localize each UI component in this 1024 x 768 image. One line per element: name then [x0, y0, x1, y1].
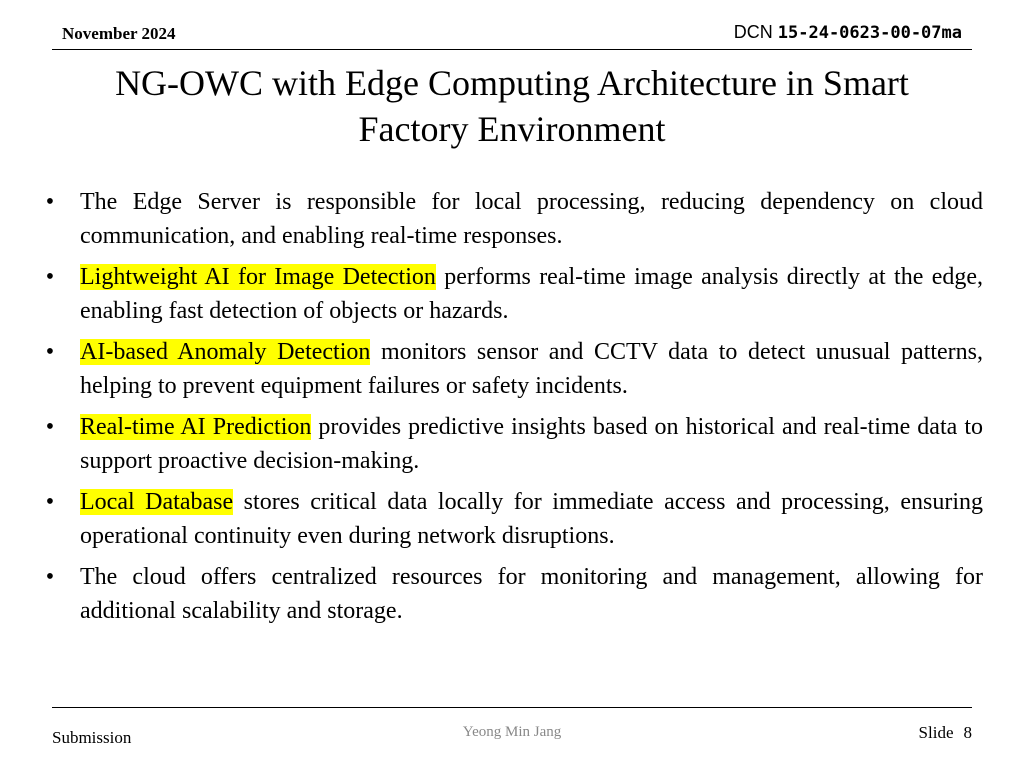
bullet-text: monitors sensor and CCTV data to detect unusual patterns, helping to prevent equipment failures or safety incidents. [80, 339, 984, 399]
footer-author: Yeong Min Jang [462, 724, 562, 740]
bullet-text: stores critical data locally for immediate access and processing, ensuring operational continuity even during network disruptions. [80, 489, 983, 549]
slide-title-line-1: NG-OWC with Edge Computing Architecture in Smart [115, 63, 909, 103]
footer-submission: Submission [52, 728, 132, 747]
footer-rule [52, 707, 972, 708]
dcn-label: DCN [733, 22, 773, 42]
dcn-number: 15-24-0623-00-07ma [777, 23, 962, 43]
bullet-dot: • [45, 564, 55, 590]
highlighted-term: Lightweight AI for Image Detection [80, 264, 436, 290]
bullet-list [40, 185, 983, 635]
bullet-item [40, 485, 983, 553]
bullet-text: provides predictive insights based on historical and real-time data to support proactive decision-making. [80, 414, 983, 474]
bullet-dot: • [45, 189, 55, 215]
highlighted-term: AI-based Anomaly Detection [80, 339, 371, 365]
highlighted-term: Local Database [80, 489, 234, 515]
bullet-item [40, 560, 983, 628]
bullet-dot: • [45, 339, 55, 365]
bullet-item [40, 410, 983, 478]
slide-title [60, 60, 964, 152]
bullet-dot: • [45, 264, 55, 290]
bullet-item [40, 185, 983, 253]
bullet-text: performs real-time image analysis directly at the edge, enabling fast detection of objects or hazards. [80, 264, 983, 324]
header-date: November 2024 [62, 24, 176, 43]
slide-title-line-2: Factory Environment [358, 109, 666, 149]
bullet-text: The Edge Server is responsible for local processing, reducing dependency on cloud communication, and enabling real-time responses. [80, 189, 983, 249]
slide-number: 8 [963, 723, 972, 742]
bullet-text: The cloud offers centralized resources for monitoring and management, allowing for additional scalability and storage. [80, 564, 983, 624]
header-dcn [734, 22, 962, 43]
bullet-item [40, 335, 983, 403]
bullet-dot: • [45, 414, 55, 440]
bullet-dot: • [45, 489, 55, 515]
highlighted-term: Real-time AI Prediction [80, 414, 312, 440]
footer-slide [919, 723, 972, 743]
bullet-item [40, 260, 983, 328]
header-rule [52, 49, 972, 50]
slide-label: Slide [918, 723, 954, 742]
